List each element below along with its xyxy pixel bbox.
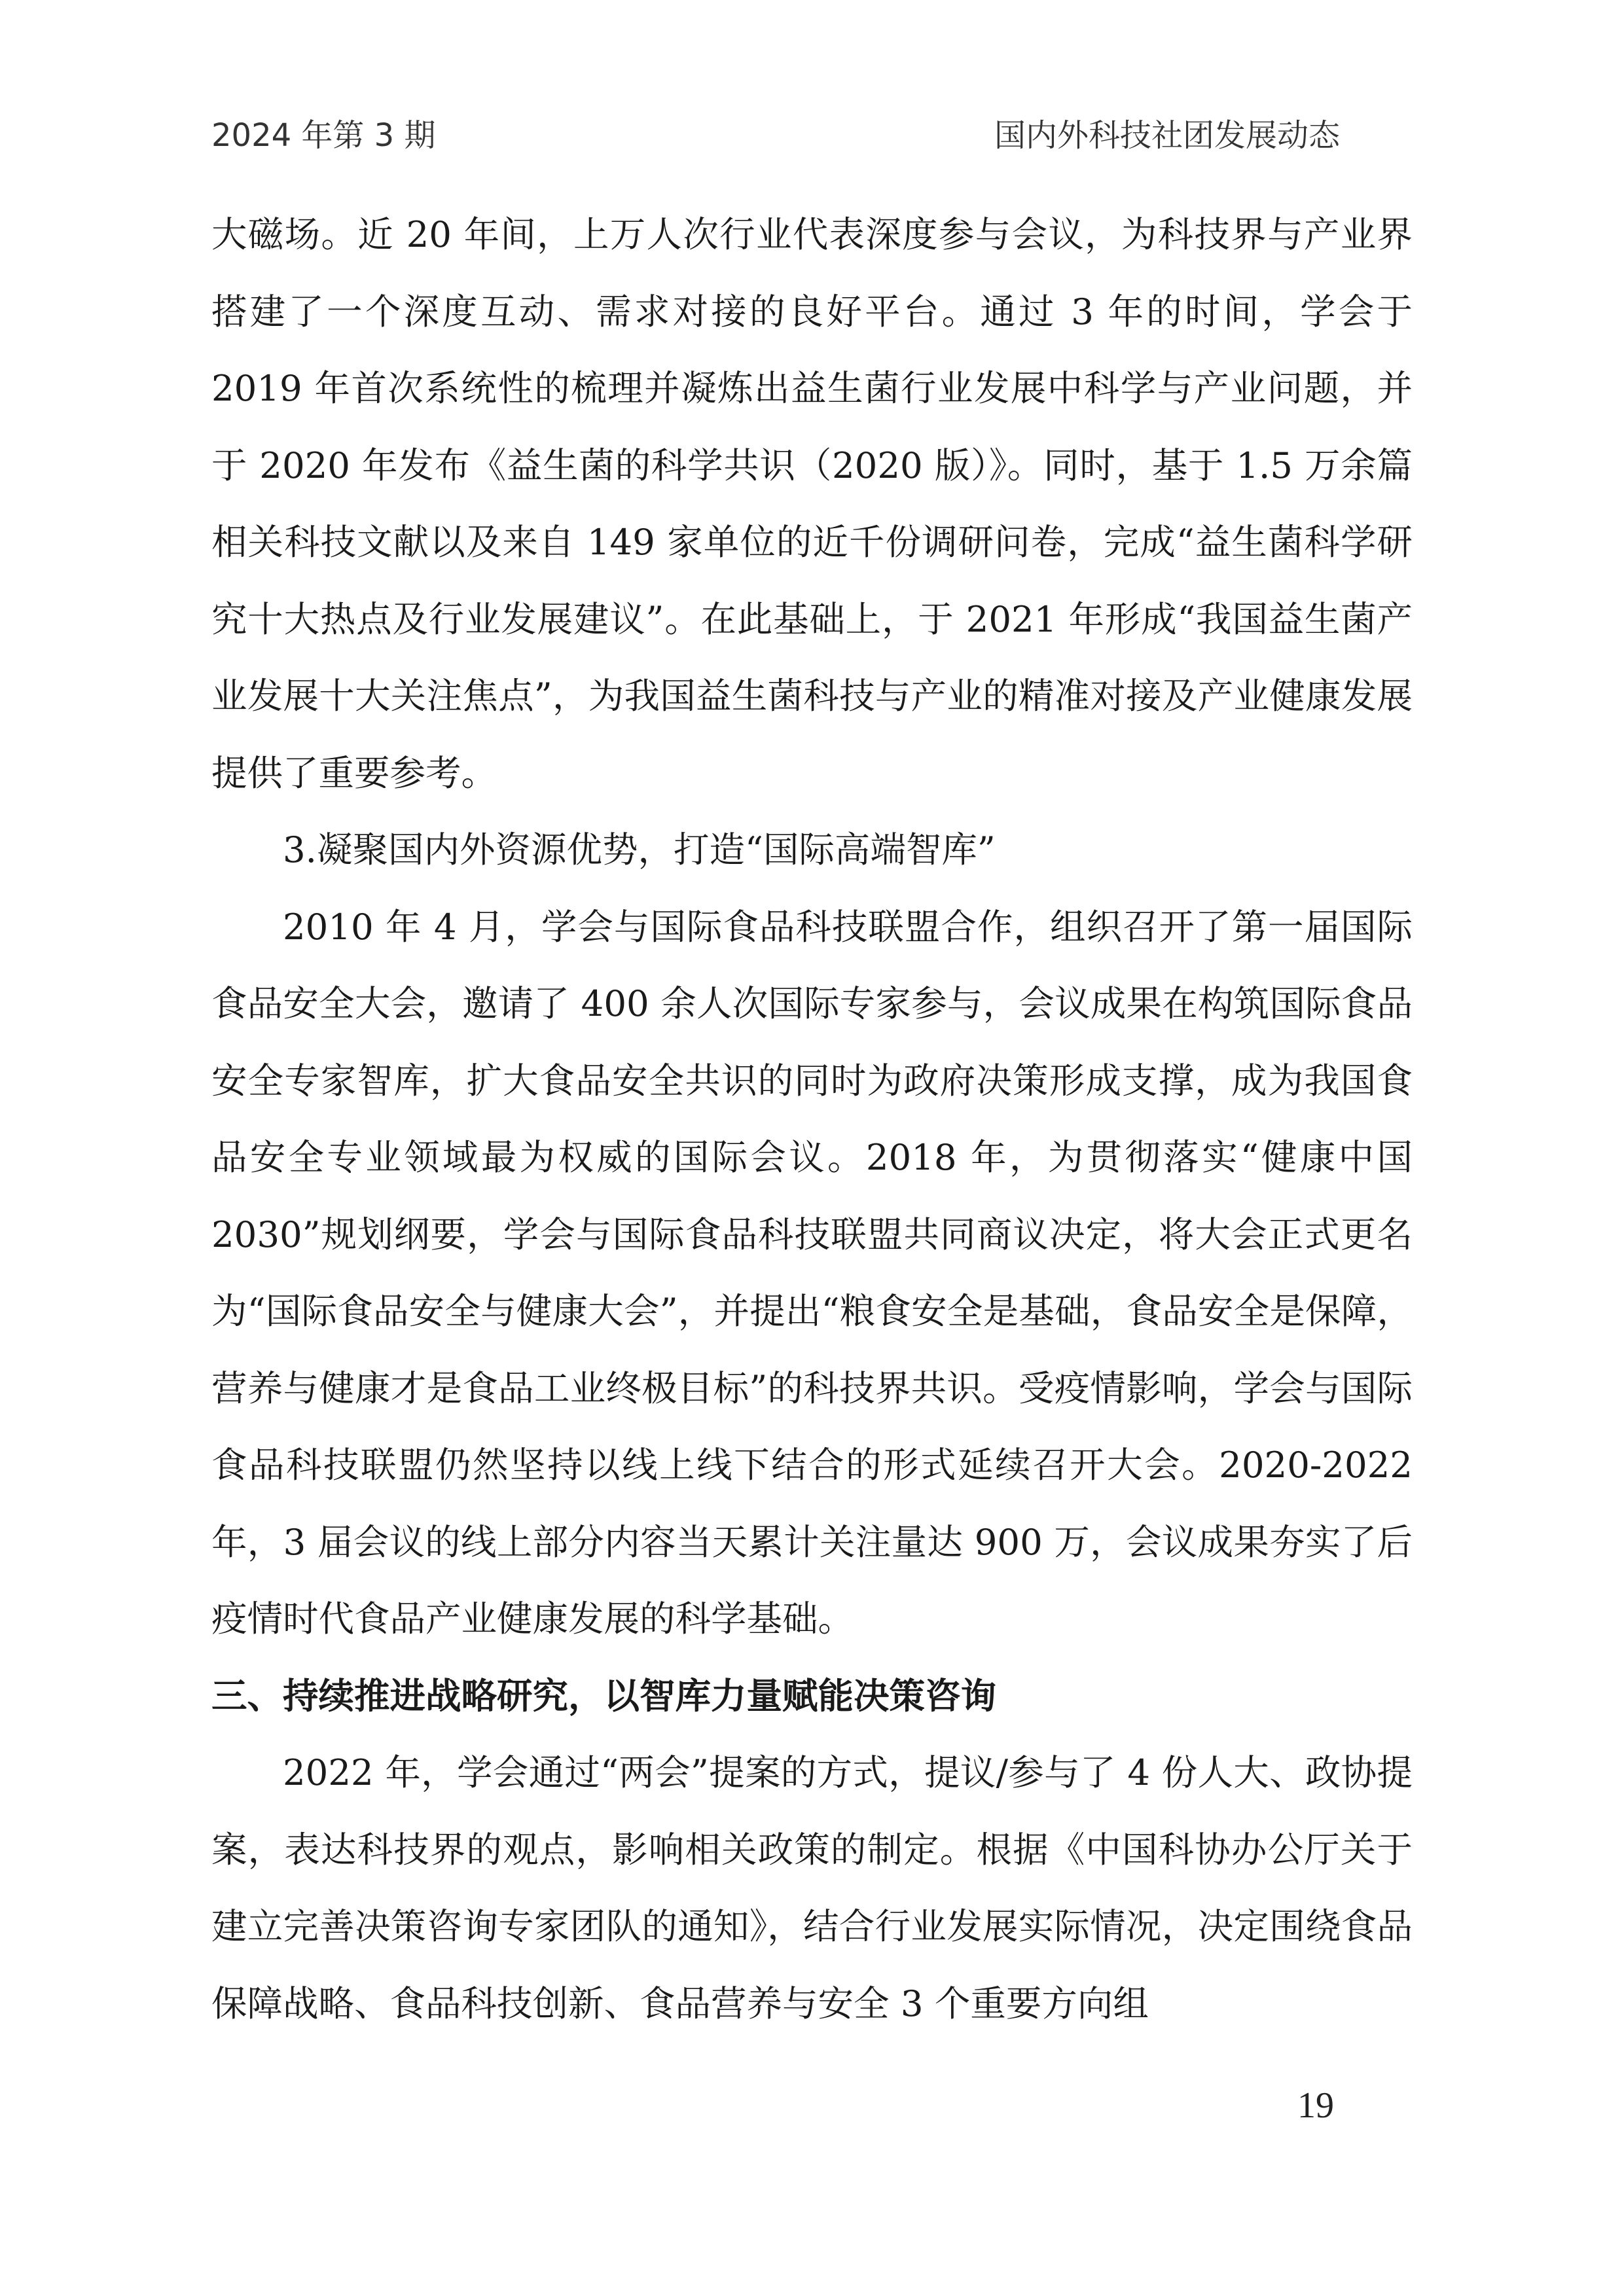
paragraph-continued: 大磁场。近 20 年间，上万人次行业代表深度参与会议，为科技界与产业界搭建了一个深度互动、需求对接的良好平台。通过 3 年的时间，学会于 2019 年首次系统性的梳理并凝炼出益生菌行业发展中科学与产业问题，并于 2020 年发布《益生菌的科学共识（2020 版）》。同时，基于 1.5 万余篇相关科技文献以及来自 149 家单位的近千份调研问卷，完成“益生菌科学研究十大热点及行业发展建议”。在此基础上，于 2021 年形成“我国益生菌产业发展十大关注焦点”，为我国益生菌科技与产业的精准对接及产业健康发展提供了重要参考。 — [211, 213, 1413, 794]
body-text — [211, 196, 1413, 2042]
issue-label: 2024 年第 3 期 — [211, 117, 436, 154]
paragraph: 2010 年 4 月，学会与国际食品科技联盟合作，组织召开了第一届国际食品安全大会，邀请了 400 余人次国际专家参与，会议成果在构筑国际食品安全专家智库，扩大食品安全共识的同时为政府决策形成支撑，成为我国食品安全专业领域最为权威的国际会议。2018 年，为贯彻落实“健康中国 2030”规划纲要，学会与国际食品科技联盟共同商议决定，将大会正式更名为“国际食品安全与健康大会”，并提出“粮食安全是基础，食品安全是保障，营养与健康才是食品工业终极目标”的科技界共识。受疫情影响，学会与国际食品科技联盟仍然坚持以线上线下结合的形式延续召开大会。2020-2022 年，3 届会议的线上部分内容当天累计关注量达 900 万，会议成果夯实了后疫情时代食品产业健康发展的科学基础。 — [211, 905, 1413, 1640]
publication-title: 国内外科技社团发展动态 — [994, 117, 1340, 154]
paragraph: 2022 年，学会通过“两会”提案的方式，提议/参与了 4 份人大、政协提案，表达科技界的观点，影响相关政策的制定。根据《中国科协办公厅关于建立完善决策咨询专家团队的通知》，结合行业发展实际情况，决定围绕食品保障战略、食品科技创新、食品营养与安全 3 个重要方向组 — [211, 1751, 1413, 2024]
subsection-title: 3.凝聚国内外资源优势，打造“国际高端智库” — [283, 829, 996, 870]
section-heading: 三、持续推进战略研究，以智库力量赋能决策咨询 — [211, 1674, 997, 1717]
page-number: 19 — [1297, 2085, 1334, 2126]
page-header — [211, 110, 1340, 156]
